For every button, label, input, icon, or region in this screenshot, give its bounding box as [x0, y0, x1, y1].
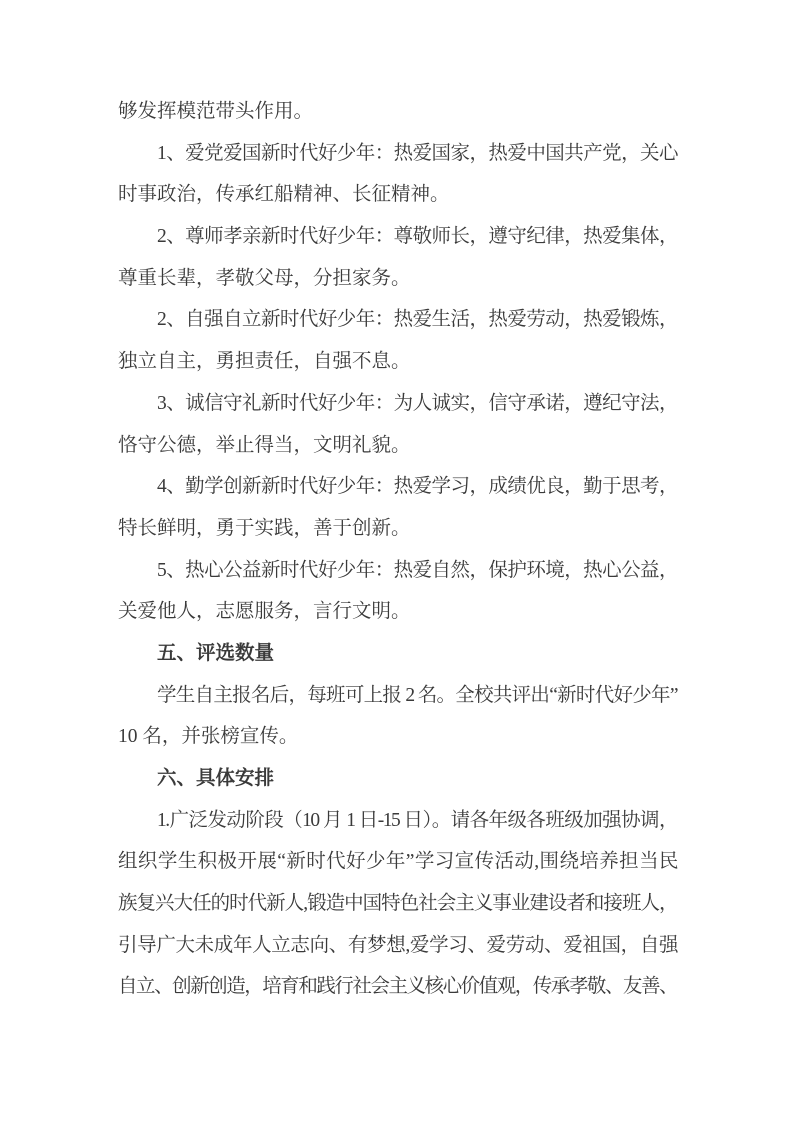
text-line: 3、诚信守礼新时代好少年：为人诚实，信守承诺，遵纪守法，: [157, 392, 677, 414]
text-line: 1、爱党爱国新时代好少年：热爱国家，热爱中国共产党，关心: [157, 142, 677, 164]
document-body: [118, 91, 677, 1008]
text-line: 特长鲜明，勇于实践，善于创新。: [118, 517, 411, 539]
text-line: 独立自主，勇担责任，自强不息。: [118, 351, 411, 373]
text-line: 尊重长辈，孝敬父母，分担家务。: [118, 267, 411, 289]
section-heading: 五、评选数量: [157, 642, 275, 664]
text-line: 恪守公德，举止得当，文明礼貌。: [118, 434, 411, 456]
text-line: 2、尊师孝亲新时代好少年：尊敬师长，遵守纪律，热爱集体，: [157, 226, 677, 248]
text-line: 自立、创新创造，培育和践行社会主义核心价值观，传承孝敬、友善、: [118, 976, 677, 998]
text-line: 5、热心公益新时代好少年：热爱自然，保护环境，热心公益，: [157, 559, 677, 581]
text-line: 学生自主报名后，每班可上报 2 名。全校共评出“新时代好少年”: [157, 684, 677, 706]
text-line: 2、自强自立新时代好少年：热爱生活，热爱劳动，热爱锻炼，: [157, 309, 677, 331]
text-line: 时事政治，传承红船精神、长征精神。: [118, 184, 450, 206]
text-line: 1.广泛发动阶段（10 月 1 日-15 日）。请各年级各班级加强协调，: [157, 809, 677, 831]
text-line: 族复兴大任的时代新人,锻造中国特色社会主义事业建设者和接班人，: [118, 893, 677, 915]
text-line: 引导广大未成年人立志向、有梦想,爱学习、爱劳动、爱祖国，自强: [118, 934, 677, 956]
text-line: 关爱他人，志愿服务，言行文明。: [118, 601, 411, 623]
text-line: 组织学生积极开展“新时代好少年”学习宣传活动,围绕培养担当民: [118, 851, 677, 873]
text-line: 4、勤学创新新时代好少年：热爱学习，成绩优良，勤于思考，: [157, 476, 677, 498]
text-line: 10 名，并张榜宣传。: [118, 726, 299, 748]
section-heading: 六、具体安排: [157, 768, 275, 789]
text-line: 够发挥模范带头作用。: [118, 101, 314, 122]
